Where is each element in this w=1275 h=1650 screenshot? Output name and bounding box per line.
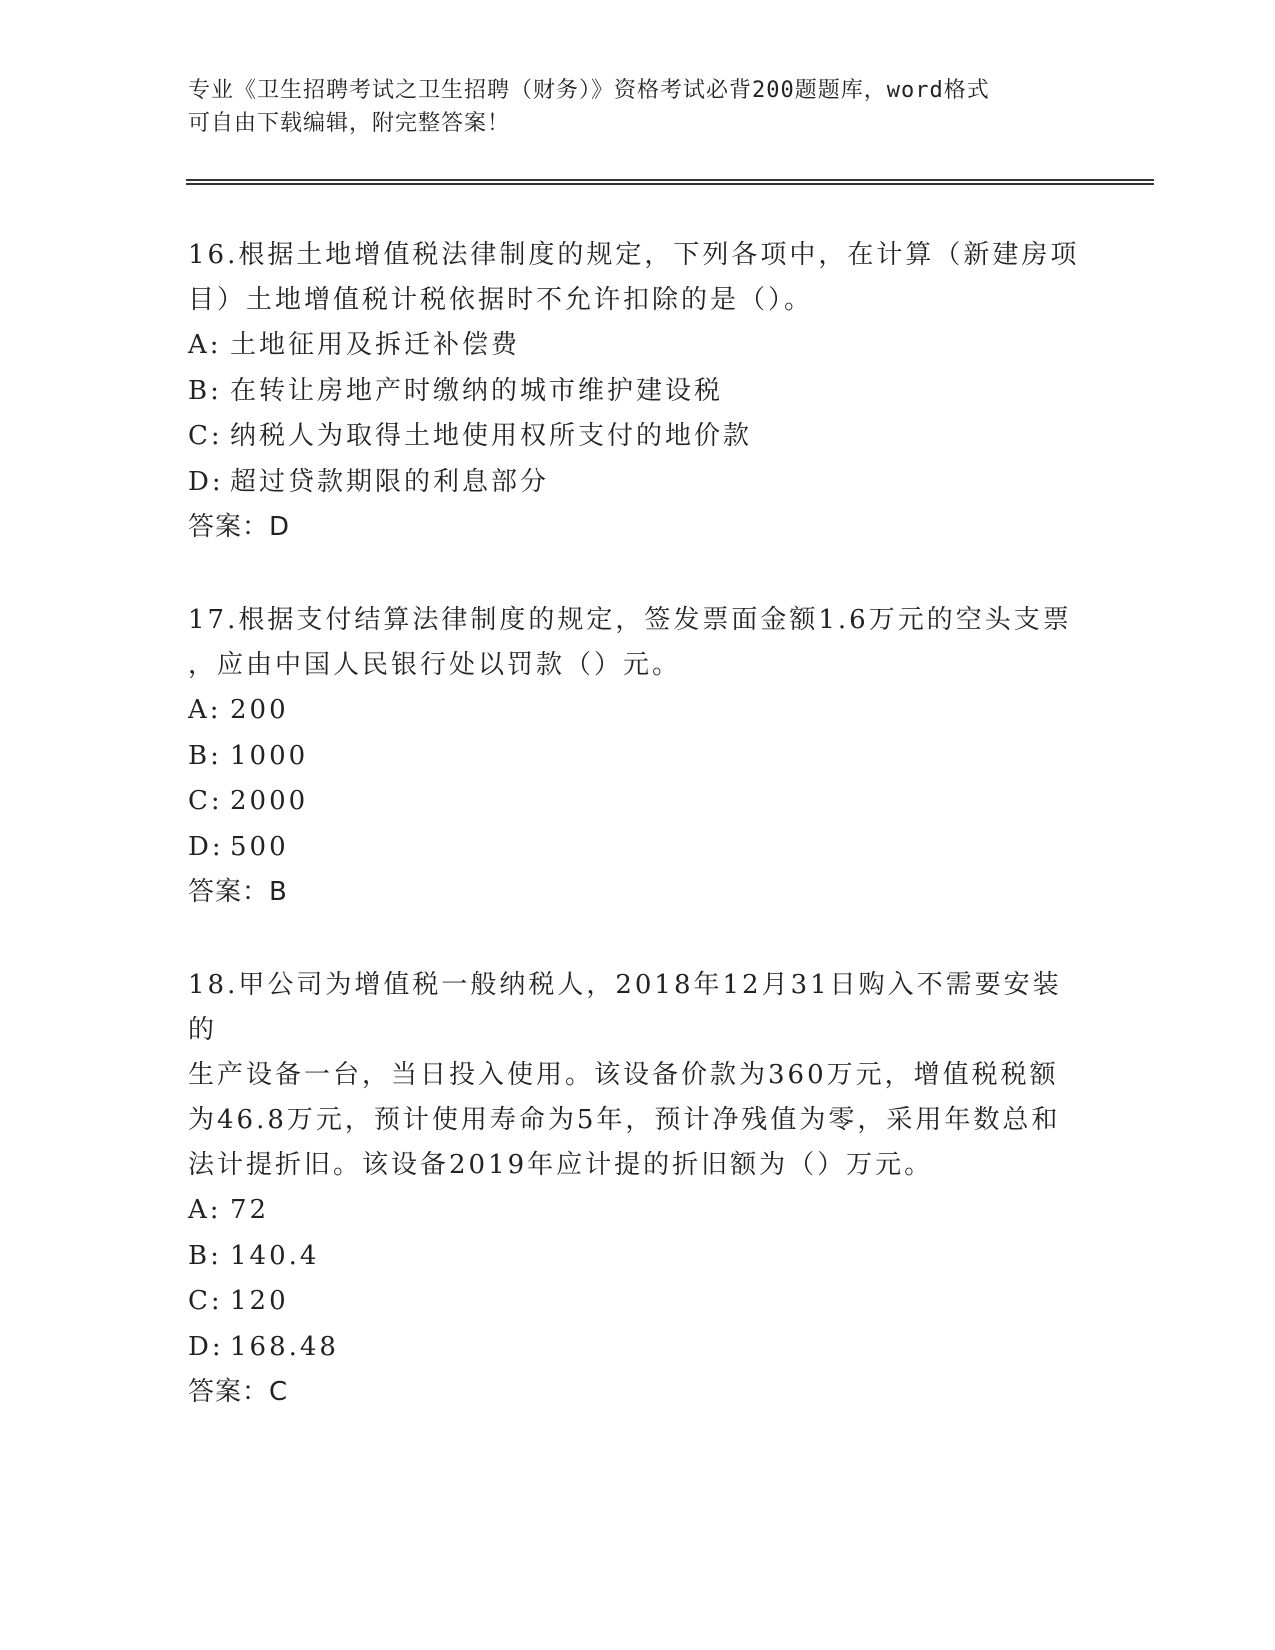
option-d	[188, 1325, 1088, 1371]
option-text: 2000	[230, 786, 309, 816]
option-text: 纳税人为取得土地使用权所支付的地价款	[230, 421, 753, 451]
option-text: 168.48	[230, 1331, 339, 1362]
question-17	[188, 598, 1088, 915]
option-key: C:	[188, 1286, 223, 1316]
question-stem-line: 16.根据土地增值税法律制度的规定，下列各项中，在计算（新建房项	[188, 240, 1080, 270]
option-text: 200	[230, 695, 289, 725]
header-divider-top	[186, 179, 1154, 181]
option-a	[188, 323, 1088, 369]
option-key: C:	[188, 421, 223, 451]
question-16	[188, 233, 1088, 550]
header-line-2: 可自由下载编辑，附完整答案！	[188, 111, 511, 136]
option-key: D:	[188, 466, 224, 497]
option-text: 140.4	[230, 1240, 320, 1271]
option-key: A:	[188, 1195, 222, 1225]
question-stem-line: 18.甲公司为增值税一般纳税人，2018年12月31日购入不需要安装的	[188, 970, 1062, 1045]
answer: 答案：D	[188, 512, 291, 542]
option-c	[188, 1279, 1088, 1325]
question-18	[188, 963, 1088, 1415]
document-header	[188, 74, 1088, 140]
option-b	[188, 1234, 1088, 1280]
question-stem-line: ，应由中国人民银行处以罚款（）元。	[188, 650, 682, 680]
question-stem-line: 法计提折旧。该设备2019年应计提的折旧额为（）万元。	[188, 1150, 934, 1180]
option-b	[188, 734, 1088, 780]
option-text: 在转让房地产时缴纳的城市维护建设税	[230, 375, 724, 406]
option-key: A:	[188, 695, 222, 725]
option-text: 72	[230, 1195, 270, 1225]
answer: 答案：B	[188, 877, 288, 907]
option-b	[188, 369, 1088, 415]
option-key: B:	[188, 1240, 222, 1271]
header-line-1: 专业《卫生招聘考试之卫生招聘（财务）》资格考试必背200题题库，word格式	[188, 78, 990, 103]
question-stem-line: 目）土地增值税计税依据时不允许扣除的是（）。	[188, 285, 814, 315]
option-c	[188, 414, 1088, 460]
question-stem-line: 17.根据支付结算法律制度的规定，签发票面金额1.6万元的空头支票	[188, 605, 1072, 635]
option-text: 120	[230, 1286, 289, 1316]
option-d	[188, 460, 1088, 506]
answer: 答案：C	[188, 1377, 289, 1407]
option-text: 土地征用及拆迁补偿费	[230, 330, 521, 360]
option-a	[188, 688, 1088, 734]
option-text: 500	[230, 831, 289, 862]
option-text: 超过贷款期限的利息部分	[230, 466, 550, 497]
option-d	[188, 825, 1088, 871]
option-key: D:	[188, 831, 224, 862]
option-key: C:	[188, 786, 223, 816]
header-divider-bottom	[186, 183, 1154, 185]
option-key: D:	[188, 1331, 224, 1362]
question-stem-line: 生产设备一台，当日投入使用。该设备价款为360万元，增值税税额	[188, 1060, 1059, 1090]
option-key: A:	[188, 330, 222, 360]
question-stem-line: 为46.8万元，预计使用寿命为5年，预计净残值为零，采用年数总和	[188, 1105, 1061, 1135]
option-key: B:	[188, 375, 222, 406]
option-text: 1000	[230, 740, 309, 771]
option-a	[188, 1188, 1088, 1234]
option-key: B:	[188, 740, 222, 771]
option-c	[188, 779, 1088, 825]
